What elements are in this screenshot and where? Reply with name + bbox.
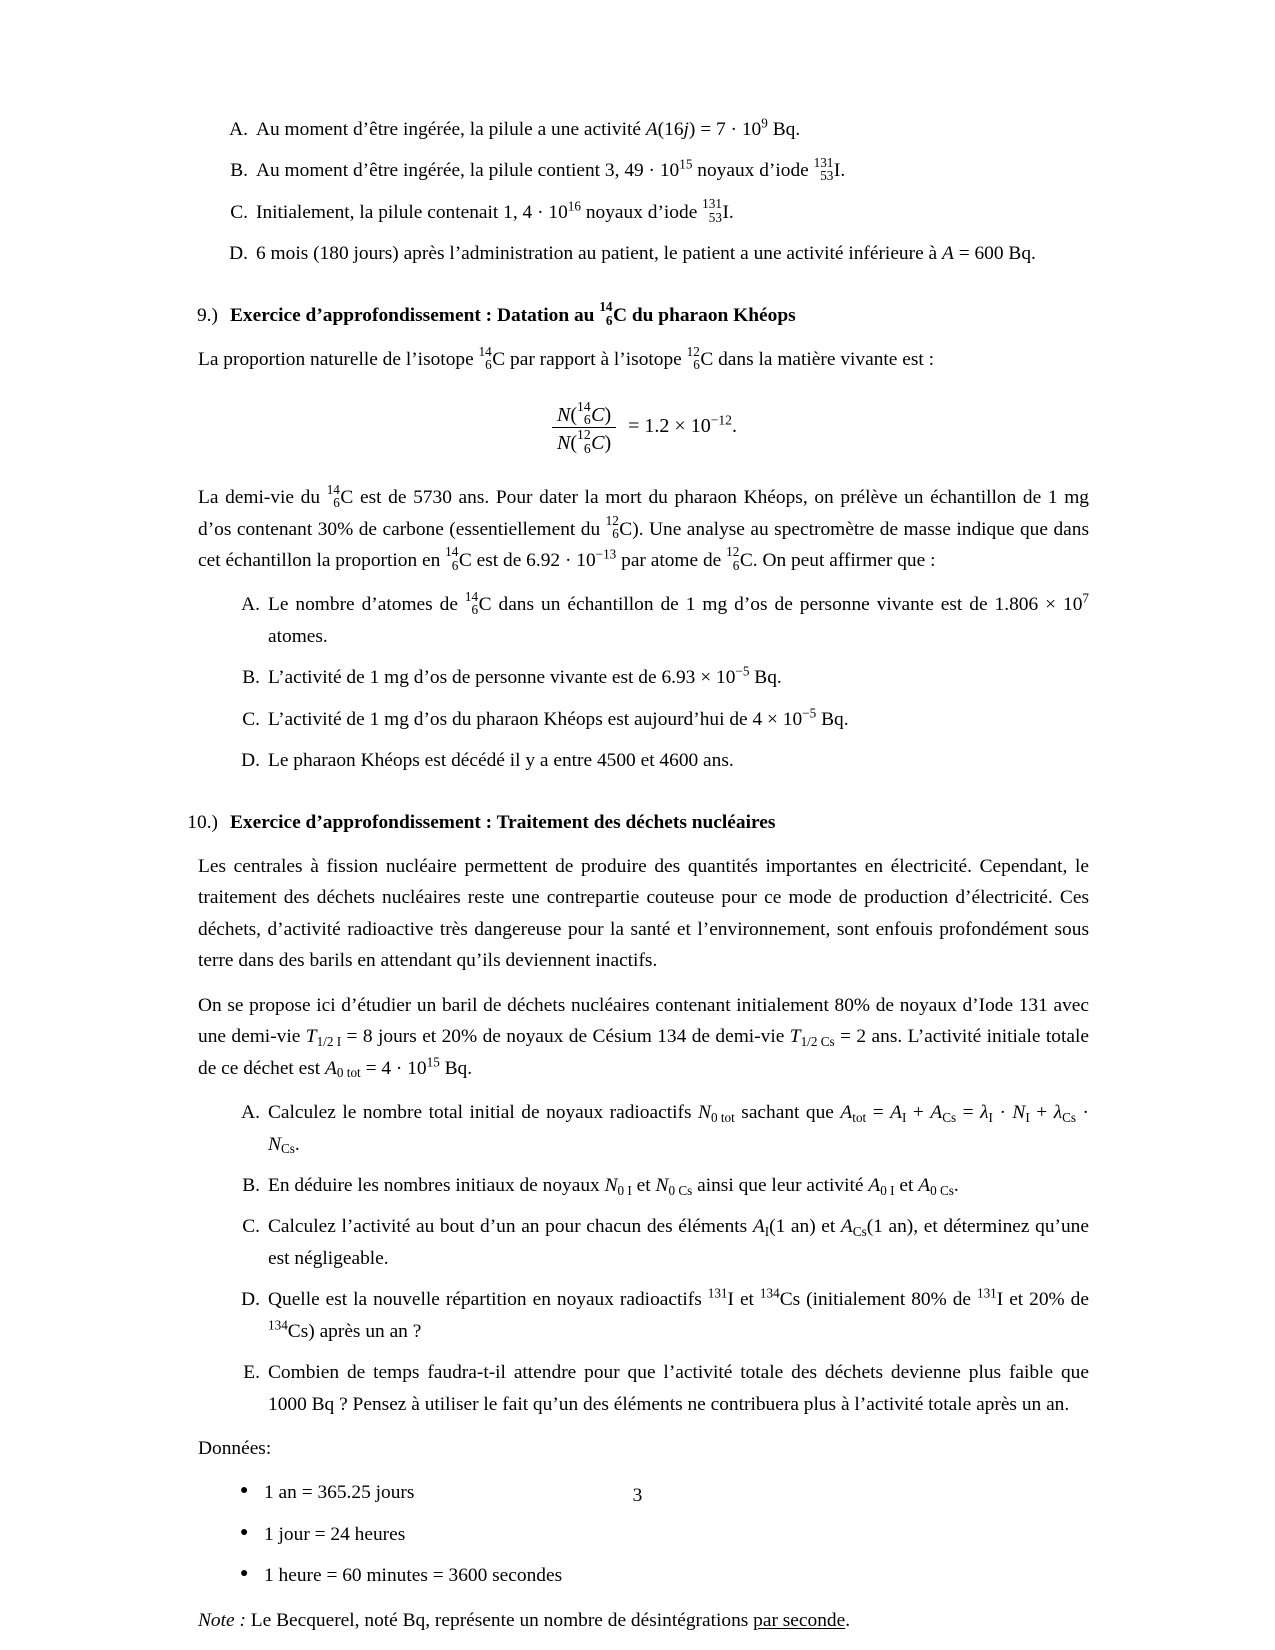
bullet-icon: ● [240, 1483, 249, 1499]
exercise-9-choices [198, 589, 1089, 776]
page-content [186, 114, 1089, 1636]
choice-marker: C. [242, 1216, 260, 1238]
exercise-10-paragraph-2: On se propose ici d’étudier un baril de déchets nucléaires contenant initialement 80% de noyaux d’Iode 131 avec une demi-vie T1/2 I = 8 jours et 20% de noyaux de Césium 134 de demi-vie T1/2 Cs = 2 ans. L’activité initiale totale de ce déchet est A0 tot = $4 \cdot 10^{15}$ Bq. [198, 994, 1089, 1081]
choice-marker: D. [229, 243, 248, 265]
choice-text: Calculez le nombre total initial de noyaux radioactifs N0 tot sachant que Atot = AI + ACs = λI · NI + λCs · NCs. [268, 1102, 1090, 1157]
choice-item [210, 155, 1089, 186]
choice-item [210, 238, 1089, 269]
exercise-9-number: 9.) [196, 304, 218, 326]
note-label: Note : [198, 1609, 246, 1631]
exercise-10-paragraph-1: Les centrales à fission nucléaire permettent de produire des quantités importantes en électricité. Cependant, le traitement des déchets nucléaires reste une contrepartie couteuse pour ce mode de production d’électricité. Ces déchets, d’activité radioactive très dangereuse pour la santé et l’environnement, sont enfouis profondément sous terre dans des barils en attendant qu’ils deviennent inactifs. [198, 856, 1089, 972]
isotope-ratio-fraction [552, 400, 616, 456]
choice-marker: C. [230, 201, 248, 223]
choice-item [222, 1211, 1089, 1274]
choice-marker: A. [241, 594, 260, 616]
choice-text: Quelle est la nouvelle répartition en noyaux radioactifs $^{131}$I et $^{134}$Cs (initialement 80% de $^{131}$I et 20% de $^{134}$Cs) après un an ? [268, 1285, 1089, 1342]
isotope-notation: 14 6 [464, 588, 479, 618]
choice-item [222, 1357, 1089, 1420]
choice-text: En déduire les nombres initiaux de noyaux N0 I et N0 Cs ainsi que leur activité A0 I et A0 Cs. [268, 1174, 959, 1198]
choice-marker: A. [229, 119, 248, 140]
isotope-notation: 14 6 [599, 299, 613, 328]
choice-marker: B. [242, 667, 260, 689]
list-item [234, 1519, 1089, 1550]
choice-text: L’activité de 1 mg d’os du pharaon Khéops est aujourd’hui de $4 \times 10^{-5}$ Bq. [268, 705, 849, 730]
previous-exercise-choices [186, 114, 1089, 270]
isotope-notation: 14 6 [445, 544, 459, 573]
donnees-item-text: 1 jour = 24 heures [264, 1523, 406, 1545]
choice-text: Combien de temps faudra-t-il attendre pour que l’activité totale des déchets devienne plus faible que 1000 Bq ? Pensez à utiliser le fait qu’un des éléments ne contribuera plus à l’activité totale après un an. [268, 1362, 1089, 1415]
exercise-10-heading [186, 807, 1089, 838]
isotope-notation: 12 6 [686, 343, 700, 373]
exercise-9-body [186, 344, 1089, 776]
exercise-9-heading [186, 300, 1089, 331]
ratio-equation [198, 400, 1089, 456]
choice-marker: E. [243, 1362, 260, 1384]
choice-marker: B. [242, 1174, 260, 1196]
exercise-9-statement: La demi-vie du 14 6 C est de 5730 ans. Pour dater la mort du pharaon Khéops, on prélève un échantillon de 1 mg d’os contenant 30% de carbone (essentiellement du 12 6 C). Une analyse au spectromètre de masse indique que dans cet échantillon la proportion en 14 6 C est de $6.92 \cdot 10^{-13}$ par atome de 12 6 C. On peut affirmer que : [198, 481, 1089, 573]
choice-item [222, 745, 1089, 776]
choice-item [222, 1097, 1089, 1160]
exercise-9-title: Exercice d’approfondissement : Datation au 14 6 C du pharaon Khéops [230, 299, 796, 328]
choice-text: Calculez l’activité au bout d’un an pour chacun des éléments AI(1 an) et ACs(1 an), et déterminez qu’une est négligeable. [268, 1216, 1089, 1269]
isotope-notation: 12 6 [605, 513, 619, 542]
choice-text: Le nombre d’atomes de 14 6 C dans un échantillon de 1 mg d’os de personne vivante est de $1.806 \times 10^7$ atomes. [268, 588, 1090, 647]
fraction-numerator: N( 14 6 C) [557, 398, 612, 428]
choice-item [222, 589, 1089, 652]
exercise-9 [186, 300, 1089, 777]
choice-marker: D. [241, 750, 260, 772]
isotope-notation: 12 6 [726, 544, 740, 573]
isotope-notation: 131 53 [813, 154, 834, 184]
exercise-10-questions [198, 1097, 1089, 1420]
donnees-item-text: 1 heure = 60 minutes = 3600 secondes [264, 1565, 563, 1587]
fraction-denominator: N( 12 6 C) [552, 427, 616, 456]
list-item [234, 1560, 1089, 1591]
donnees-item-text: 1 an = 365.25 jours [264, 1482, 415, 1504]
choice-text: Au moment d’être ingérée, la pilule contient 3, $49 \cdot 10^{15}$ noyaux d’iode 131 53 I. [256, 154, 846, 184]
choice-text: Au moment d’être ingérée, la pilule a une activité $A(16j) = 7 \cdot 10^9$ Bq. [256, 115, 801, 140]
choice-text: 6 mois (180 jours) après l’administration au patient, le patient a une activité inférieure à A = 600 Bq. [256, 243, 1036, 265]
bullet-icon: ● [240, 1524, 249, 1540]
exercise-10-title: Exercice d’approfondissement : Traitement des déchets nucléaires [230, 811, 776, 833]
choice-marker: A. [241, 1102, 260, 1124]
choice-marker: C. [242, 708, 260, 730]
equation-rhs: = $1.2 \times 10^{-12}$. [628, 412, 737, 438]
choice-item [222, 1170, 1089, 1201]
isotope-notation: 14 6 [326, 481, 340, 511]
isotope-notation: 14 6 [577, 398, 591, 428]
choice-item [222, 704, 1089, 735]
choice-text: Initialement, la pilule contenait 1, $4 \cdot 10^{16}$ noyaux d’iode 131 53 I. [256, 196, 734, 225]
choice-text: L’activité de 1 mg d’os de personne vivante est de $6.93 \times 10^{-5}$ Bq. [268, 663, 782, 689]
note-paragraph: Note : Le Becquerel, noté Bq, représente un nombre de désintégrations par seconde. [198, 1609, 851, 1631]
choice-item [222, 1284, 1089, 1347]
page-number: 3 [632, 1485, 643, 1506]
donnees-label: Données: [198, 1438, 272, 1459]
bullet-icon: ● [240, 1566, 249, 1582]
isotope-notation: 131 53 [702, 196, 722, 225]
isotope-notation: 12 6 [577, 427, 591, 457]
choice-item [222, 662, 1089, 693]
note-underlined-text: par seconde [753, 1609, 846, 1631]
exercise-10-number: 10.) [187, 811, 218, 833]
choice-item [210, 197, 1089, 228]
choice-text: Le pharaon Khéops est décédé il y a entre 4500 et 4600 ans. [268, 750, 734, 772]
exercise-10 [186, 807, 1089, 1637]
choice-item [210, 114, 1089, 145]
exercise-9-intro: La proportion naturelle de l’isotope 14 6 C par rapport à l’isotope 12 6 C dans la matière vivante est : [198, 343, 935, 373]
choice-marker: B. [230, 160, 248, 182]
isotope-notation: 14 6 [478, 343, 492, 373]
choice-marker: D. [241, 1289, 260, 1311]
exercise-10-body [186, 851, 1089, 1636]
